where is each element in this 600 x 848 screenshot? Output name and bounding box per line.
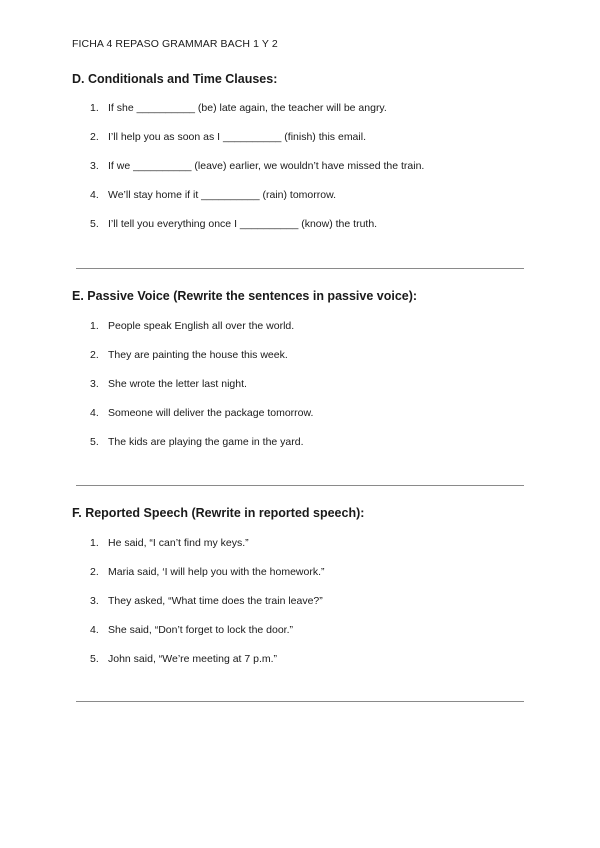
section-divider <box>76 485 524 486</box>
item-text: They are painting the house this week. <box>108 349 288 361</box>
list-item <box>72 652 524 681</box>
list-item <box>72 188 524 217</box>
item-number: 3. <box>90 378 99 390</box>
item-text: She wrote the letter last night. <box>108 378 247 390</box>
list-item <box>72 536 524 565</box>
item-text: People speak English all over the world. <box>108 320 295 332</box>
item-text: Maria said, ‘I will help you with the homework.” <box>108 566 325 578</box>
list-item <box>72 594 524 623</box>
list-item <box>72 159 524 188</box>
item-number: 4. <box>90 407 99 419</box>
item-text: She said, “Don’t forget to lock the door.” <box>108 624 294 636</box>
item-number: 2. <box>90 349 99 361</box>
section-conditionals <box>72 72 524 246</box>
list-item <box>72 101 524 130</box>
item-number: 3. <box>90 160 99 172</box>
item-text: John said, “We’re meeting at 7 p.m.” <box>108 653 278 665</box>
item-number: 1. <box>90 102 99 114</box>
section-title: D. Conditionals and Time Clauses: <box>72 72 278 86</box>
list-item <box>72 319 524 348</box>
section-title: E. Passive Voice (Rewrite the sentences in passive voice): <box>72 289 418 303</box>
item-text: Someone will deliver the package tomorrow. <box>108 407 314 419</box>
exercise-list <box>72 536 524 681</box>
page-header: FICHA 4 REPASO GRAMMAR BACH 1 Y 2 <box>72 38 278 50</box>
item-text: They asked, “What time does the train leave?” <box>108 595 323 607</box>
item-text: We’ll stay home if it __________ (rain) tomorrow. <box>108 189 336 201</box>
list-item <box>72 435 524 464</box>
exercise-list <box>72 319 524 464</box>
section-title: F. Reported Speech (Rewrite in reported speech): <box>72 506 365 520</box>
item-number: 2. <box>90 566 99 578</box>
item-text: If we __________ (leave) earlier, we wouldn’t have missed the train. <box>108 160 425 172</box>
list-item <box>72 623 524 652</box>
list-item <box>72 217 524 246</box>
section-passive-voice <box>72 289 524 464</box>
item-text: He said, “I can’t find my keys.” <box>108 537 249 549</box>
section-divider <box>76 268 524 269</box>
item-number: 5. <box>90 436 99 448</box>
section-reported-speech <box>72 506 524 681</box>
item-number: 1. <box>90 537 99 549</box>
list-item <box>72 565 524 594</box>
item-text: I’ll help you as soon as I __________ (finish) this email. <box>108 131 366 143</box>
item-number: 4. <box>90 624 99 636</box>
item-number: 2. <box>90 131 99 143</box>
list-item <box>72 130 524 159</box>
item-number: 5. <box>90 218 99 230</box>
list-item <box>72 377 524 406</box>
item-number: 3. <box>90 595 99 607</box>
section-divider <box>76 701 524 702</box>
item-number: 1. <box>90 320 99 332</box>
list-item <box>72 348 524 377</box>
item-number: 4. <box>90 189 99 201</box>
item-text: I’ll tell you everything once I __________ (know) the truth. <box>108 218 378 230</box>
item-text: If she __________ (be) late again, the teacher will be angry. <box>108 102 387 114</box>
item-text: The kids are playing the game in the yard. <box>108 436 304 448</box>
item-number: 5. <box>90 653 99 665</box>
exercise-list <box>72 101 524 246</box>
list-item <box>72 406 524 435</box>
